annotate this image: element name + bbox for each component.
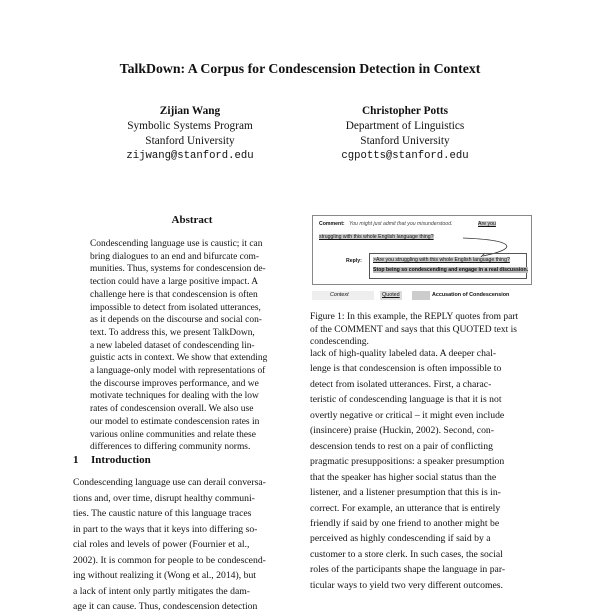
body-line: ing without realizing it (Wong et al., 2014), but [73, 570, 256, 581]
abstract-line: various online communities and relate these [90, 429, 256, 440]
abstract-heading: Abstract [171, 214, 213, 226]
abstract-line: a language-only model with representations of [90, 366, 266, 377]
body-line: correct. For example, an utterance that is entirely [310, 502, 501, 514]
introduction-body [73, 475, 295, 615]
caption-line: of the COMMENT and says that this QUOTED text is [310, 324, 517, 335]
paper-title: TalkDown: A Corpus for Condescension Detection in Context [119, 61, 481, 76]
section-heading [73, 454, 151, 466]
figure-legend [312, 291, 530, 301]
author-email: zijwang@stanford.edu [126, 150, 254, 162]
abstract-line: rates of condescension overall. We also use [90, 404, 254, 415]
caption-line: Figure 1: In this example, the REPLY quotes from part [310, 312, 519, 322]
author-name: Christopher Potts [361, 105, 449, 117]
body-line: in part to the ways that it keys into differing so- [73, 523, 258, 535]
body-line: detect from isolated utterances. First, a charac- [310, 378, 492, 390]
body-line: roles of the participants shape the language in par- [310, 564, 506, 576]
column-2-body [310, 346, 532, 593]
author-block-1 [100, 104, 280, 164]
legend-context: Context [330, 292, 349, 298]
body-line: (insincere) praise (Huckin, 2002). Second, con- [310, 425, 495, 437]
body-line: perceived as highly condescending if said by a [310, 533, 491, 545]
body-line: Condescending language use can derail conversa- [73, 477, 266, 488]
abstract-line: munities. Thus, systems for condescension de- [90, 264, 266, 275]
body-line: age it can cause. Thus, condescension detection [73, 601, 258, 612]
abstract-line: text. To address this, we present TalkDown, [90, 327, 255, 338]
author-affiliation: Symbolic Systems Program [127, 120, 253, 132]
comment-quoted-text-a: Are you [478, 221, 496, 227]
body-line: listener, and a listener presumption that this is in- [310, 487, 501, 499]
abstract-line: our model to estimate condescension rates in [90, 416, 260, 427]
body-line: tions and, over time, disrupt healthy communi- [73, 492, 255, 504]
legend-accusation: Accusation of Condescension [432, 292, 510, 298]
abstract-line: differences to differing community norms. [90, 442, 251, 453]
abstract-line: impossible to detect from isolated utterances, [90, 302, 261, 313]
abstract-line: a new labeled dataset of condescending lin- [90, 340, 255, 351]
body-line: friendly if said by one friend to another might be [310, 517, 500, 529]
body-line: cial roles and levels of power (Fournier et al., [73, 539, 250, 550]
body-line: that the speaker has higher social status than the [310, 471, 497, 483]
body-line: ticular ways to yield two very different outcomes. [310, 579, 503, 591]
abstract-body [90, 238, 296, 454]
comment-label: Comment: [319, 221, 345, 227]
body-line: descension tends to rest on a pair of conflicting [310, 440, 493, 452]
author-block-2 [310, 104, 500, 164]
figure-caption [310, 311, 532, 349]
body-line: pragmatic presuppositions: a speaker presumption [310, 456, 505, 468]
reply-accusation-text: Stop being so condescending and engage in a real discussion. [373, 267, 529, 273]
body-line: customer to a store clerk. In such cases, the social [310, 548, 503, 560]
abstract-line: as it depends on the discourse and social con- [90, 315, 262, 326]
comment-context-text: You might just admit that you misunderstood. [349, 221, 453, 227]
author-email: cgpotts@stanford.edu [341, 150, 469, 162]
abstract-line: the discourse improves performance, and we [90, 378, 259, 389]
body-line: ties. The caustic nature of this language traces [73, 508, 252, 519]
figure-1 [312, 215, 532, 285]
body-line: a lack of intent only partly mitigates the dam- [73, 585, 251, 597]
body-line: overtly negative or critical – it might even include [310, 409, 505, 421]
legend-quoted: Quoted [382, 292, 400, 298]
author-university: Stanford University [360, 135, 450, 147]
author-name: Zijian Wang [159, 105, 221, 117]
abstract-line: tection could have a large positive impact. A [90, 277, 259, 288]
legend-swatch-accusation [412, 291, 430, 300]
reply-label: Reply: [346, 258, 362, 264]
body-line: lack of high-quality labeled data. A deeper chal- [310, 348, 497, 359]
caption-line: condescending. [310, 337, 369, 348]
section-title: Introduction [91, 454, 151, 466]
body-line: teristic of condescending language is that it is not [310, 394, 502, 406]
abstract-line: challenge here is that condescension is often [90, 289, 258, 300]
abstract-line: guistic acts in context. We show that extending [90, 353, 268, 364]
abstract-line: Condescending language use is caustic; it can [90, 239, 263, 249]
abstract-line: bring dialogues to an end and bifurcate com- [90, 251, 260, 262]
body-line: lenge is that condescension is often impossible to [310, 363, 502, 375]
reply-quote-text: >Are you struggling with this whole English language thing? [373, 257, 510, 263]
author-university: Stanford University [145, 135, 235, 147]
author-affiliation: Department of Linguistics [345, 120, 465, 132]
section-number: 1 [73, 454, 79, 466]
abstract-line: motivate techniques for dealing with the low [90, 391, 259, 402]
body-line: 2002). It is common for people to be condescend- [73, 554, 266, 566]
comment-quoted-text-b: struggling with this whole English language thing? [319, 234, 434, 240]
